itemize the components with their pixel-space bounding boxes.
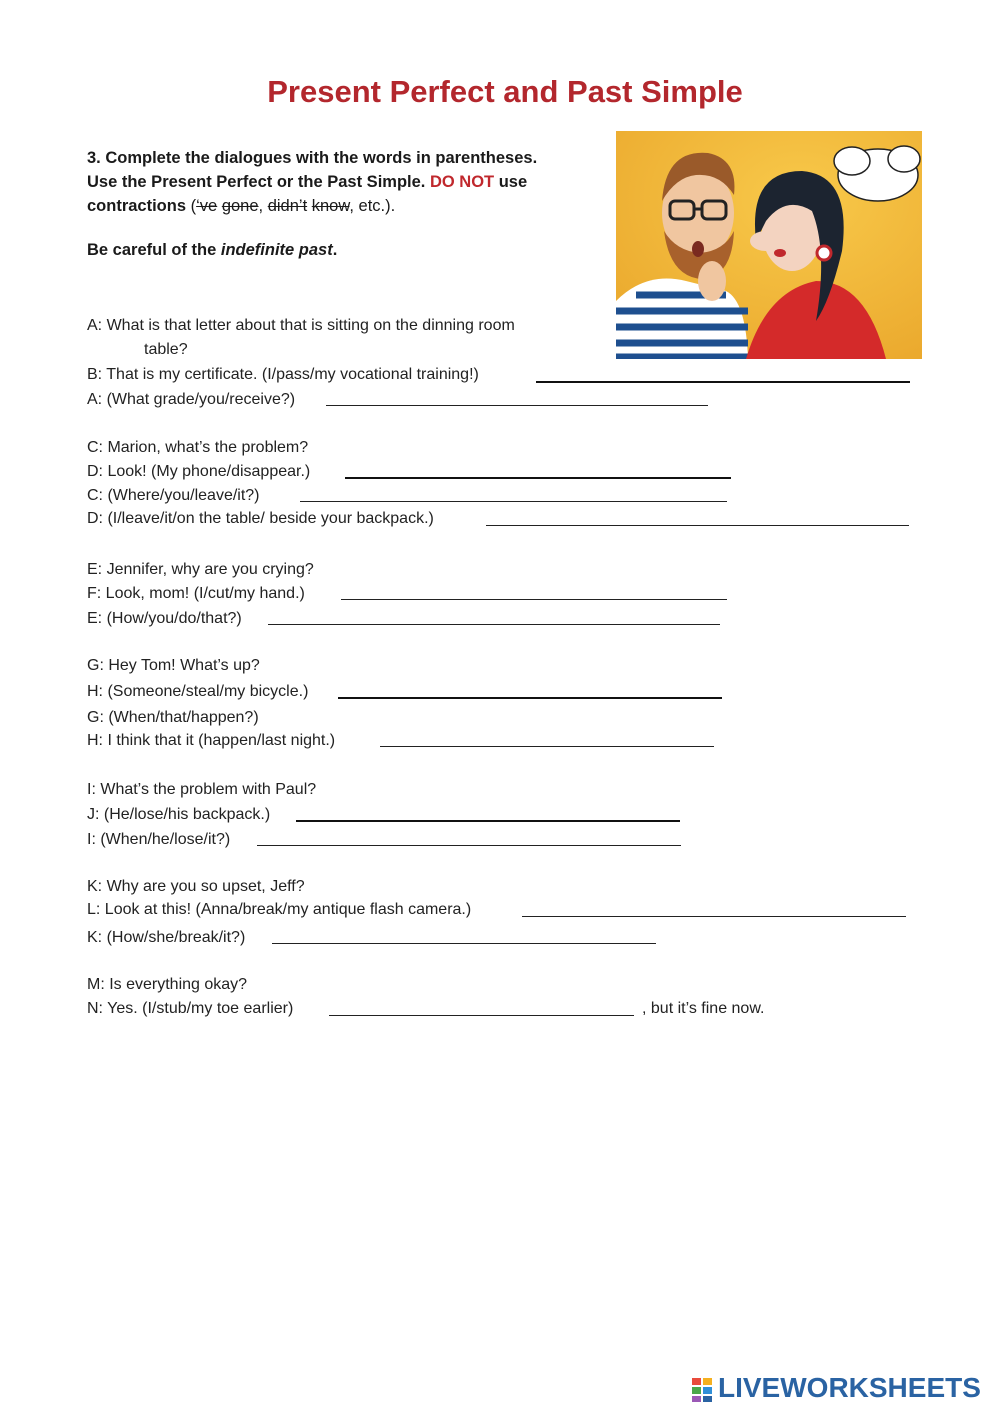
answer-blank-k2[interactable] (272, 943, 656, 944)
answer-blank-c2[interactable] (300, 501, 727, 502)
answer-blank-e2[interactable] (268, 624, 720, 625)
dialogue-line-l1: L: Look at this! (Anna/break/my antique flash camera.) (87, 901, 472, 918)
dialogue-line-k2: K: (How/she/break/it?) (87, 929, 246, 946)
illustration-svg (616, 131, 922, 359)
answer-blank-a2[interactable] (326, 405, 708, 406)
answer-blank-f1[interactable] (341, 599, 727, 600)
contraction-example-know: know (311, 197, 350, 215)
dialogue-line-m1: M: Is everything okay? (87, 976, 248, 993)
dialogue-line-h1: H: (Someone/steal/my bicycle.) (87, 683, 309, 700)
answer-blank-d2[interactable] (486, 525, 909, 526)
dialogue-line-k1: K: Why are you so upset, Jeff? (87, 878, 305, 895)
dialogue-line-a2: A: (What grade/you/receive?) (87, 391, 296, 408)
instruction-line-2 (87, 170, 617, 194)
instruction-line-1: 3. Complete the dialogues with the words in parentheses. (87, 149, 538, 167)
dialogue-line-n1: N: Yes. (I/stub/my toe earlier) (87, 1000, 294, 1017)
dialogue-line-i2: I: (When/he/lose/it?) (87, 831, 231, 848)
instruction-text: , (258, 197, 268, 215)
dialogue-line-g1: G: Hey Tom! What’s up? (87, 657, 260, 674)
dialogue-line-a1: A: What is that letter about that is sitting on the dinning room (87, 317, 515, 334)
answer-blank-h1[interactable] (338, 697, 722, 699)
liveworksheets-logo-icon (692, 1378, 712, 1402)
dialogue-line-g2: G: (When/that/happen?) (87, 709, 259, 726)
answer-blank-i2[interactable] (257, 845, 681, 846)
answer-blank-d1[interactable] (345, 477, 731, 479)
dialogue-line-c1: C: Marion, what’s the problem? (87, 439, 309, 456)
instructions (87, 146, 617, 218)
instruction-text: ( (186, 197, 197, 215)
answer-blank-b1[interactable] (536, 381, 910, 383)
do-not-warning: DO NOT (429, 173, 495, 191)
careful-text: Be careful of the (87, 241, 221, 259)
careful-text: . (332, 241, 338, 259)
dialogue-line-c2: C: (Where/you/leave/it?) (87, 487, 260, 504)
dialogue-line-i1: I: What’s the problem with Paul? (87, 781, 317, 798)
instruction-text: , etc.). (349, 197, 396, 215)
dialogue-line-d1: D: Look! (My phone/disappear.) (87, 463, 311, 480)
instruction-line-3 (87, 194, 617, 218)
dialogue-line-e1: E: Jennifer, why are you crying? (87, 561, 314, 578)
dialogue-line-b1: B: That is my certificate. (I/pass/my vocational training!) (87, 366, 479, 383)
gossip-couple-illustration (616, 131, 922, 359)
contraction-example-ve: ‘ve (196, 197, 218, 215)
answer-blank-n1[interactable] (329, 1015, 634, 1016)
dialogue-line-n1-tail: , but it’s fine now. (642, 1000, 765, 1017)
dialogue-line-j1: J: (He/lose/his backpack.) (87, 806, 271, 823)
dialogue-line-h2: H: I think that it (happen/last night.) (87, 732, 336, 749)
instruction-text: use (494, 173, 528, 191)
answer-blank-l1[interactable] (522, 916, 906, 917)
liveworksheets-logo[interactable]: LIVEWORKSHEETS (718, 1372, 981, 1403)
answer-blank-j1[interactable] (296, 820, 680, 822)
careful-note (87, 241, 337, 260)
contraction-example-didnt: didn’t (267, 197, 308, 215)
dialogue-line-d2: D: (I/leave/it/on the table/ beside your backpack.) (87, 510, 434, 527)
dialogue-line-a1-cont: table? (144, 341, 188, 358)
answer-blank-h2[interactable] (380, 746, 714, 747)
instruction-text: contractions (87, 197, 187, 215)
contraction-example-gone: gone (221, 197, 259, 215)
dialogue-line-f1: F: Look, mom! (I/cut/my hand.) (87, 585, 305, 602)
dialogue-line-e2: E: (How/you/do/that?) (87, 610, 242, 627)
careful-emphasis: indefinite past (220, 241, 333, 259)
page-title: Present Perfect and Past Simple (267, 74, 743, 109)
instruction-text: Use the Present Perfect or the Past Simple. (87, 173, 430, 191)
